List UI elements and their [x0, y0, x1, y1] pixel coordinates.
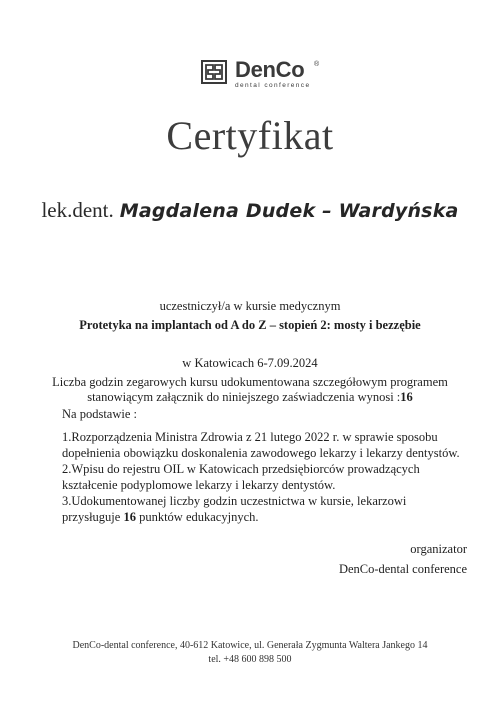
- course-name: Protetyka na implantach od A do Z – stopień 2: mosty i bezzębie: [79, 318, 421, 332]
- basis-item-1-line-1: 1.Rozporządzenia Ministra Zdrowia z 21 lutego 2022 r. w sprawie sposobu: [62, 430, 438, 444]
- basis-item-2-line-1: 2.Wpisu do rejestru OIL w Katowicach przedsiębiorców prowadzących: [62, 462, 420, 476]
- certificate-title: Certyfikat: [166, 113, 334, 158]
- hours-value: 16: [400, 390, 413, 404]
- basis-item-3-line-2: [62, 510, 482, 526]
- denco-square-glyph-icon: [201, 60, 227, 84]
- basis-item-1: [62, 430, 482, 461]
- hours-line-2: [0, 390, 500, 405]
- footer-phone: tel. +48 600 898 500: [208, 654, 292, 665]
- organizer-name: DenCo-dental conference: [338, 562, 467, 576]
- basis-item-2-line-2: kształcenie podyplomowe lekarzy i lekarzy dentystów.: [62, 477, 336, 492]
- course-place-date: w Katowicach 6-7.09.2024: [182, 356, 318, 370]
- basis-label: Na podstawie :: [62, 407, 137, 421]
- points-suffix: punktów edukacyjnych.: [135, 509, 259, 524]
- participation-text: uczestniczył/a w kursie medycznym: [159, 299, 341, 313]
- logo-subtitle: dental conference: [235, 82, 311, 89]
- recipient-prefix: lek.dent.: [41, 198, 114, 222]
- logo-name: DenCo: [235, 57, 305, 82]
- basis-item-3-line-1: 3.Udokumentowanej liczby godzin uczestnictwa w kursie, lekarzowi: [62, 494, 407, 508]
- points-value: 16: [123, 509, 136, 524]
- recipient-line: [0, 198, 500, 223]
- denco-logo: [201, 58, 321, 90]
- basis-item-1-line-2: dopełnienia obowiązku doskonalenia zawodowego lekarzy i lekarzy dentystów.: [62, 445, 460, 460]
- hours-line-2-text: stanowiącym załącznik do niniejszego zaświadczenia wynosi :: [87, 390, 401, 404]
- basis-item-3: [62, 494, 482, 525]
- footer-address: DenCo-dental conference, 40-612 Katowice, ul. Generała Zygmunta Waltera Jankego 14: [72, 640, 428, 651]
- hours-line-1: Liczba godzin zegarowych kursu udokumentowana szczegółowym programem: [52, 375, 448, 389]
- basis-item-2: [62, 462, 482, 493]
- points-prefix: przysługuje: [62, 509, 124, 524]
- recipient-name: Magdalena Dudek – Wardyńska: [119, 200, 459, 222]
- logo-registered-mark: ®: [314, 61, 320, 68]
- organizer-label: organizator: [410, 542, 467, 556]
